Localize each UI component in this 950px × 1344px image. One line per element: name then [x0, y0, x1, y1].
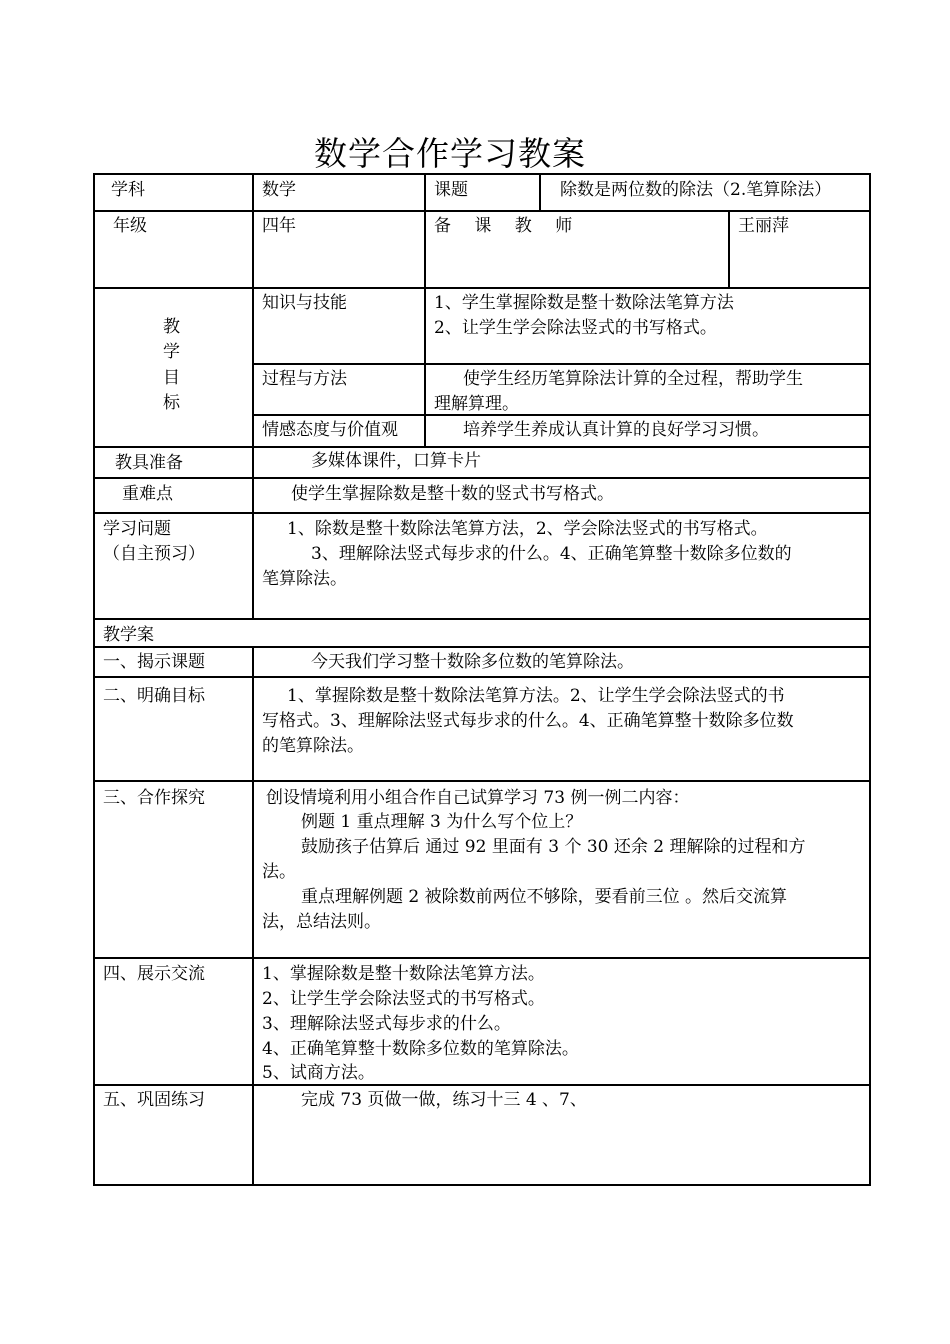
section-3-label: 三、合作探究 [103, 788, 205, 808]
section-4-line: 3、理解除法竖式每步求的什么。 [262, 1014, 511, 1034]
section-4-line: 1、掌握除数是整十数除法笔算方法。 [262, 964, 545, 984]
plan-label: 教学案 [103, 625, 154, 645]
section-3-line: 法。 [262, 862, 296, 882]
section-5-label: 五、巩固练习 [103, 1090, 205, 1110]
section-5-line: 完成 73 页做一做，练习十三 4 、7、 [301, 1090, 587, 1110]
page-title: 数学合作学习教案 [314, 134, 586, 173]
grade-value: 四年 [262, 216, 296, 236]
col-divider [539, 173, 541, 212]
row-divider [93, 780, 871, 782]
teacher-value: 王丽萍 [738, 216, 789, 236]
row-divider [93, 512, 871, 514]
row-divider [93, 957, 871, 959]
emotion-text: 培养学生养成认真计算的良好学习习惯。 [463, 420, 769, 440]
row-divider [252, 414, 871, 416]
questions-line: 1、除数是整十数除法笔算方法，2、学会除法竖式的书写格式。 [287, 519, 768, 539]
row-divider [93, 477, 871, 479]
section-4-line: 2、让学生学会除法竖式的书写格式。 [262, 989, 545, 1009]
section-3-line: 例题 1 重点理解 3 为什么写个位上？ [301, 812, 583, 832]
topic-value: 除数是两位数的除法（2.笔算除法） [560, 180, 832, 200]
border-top [93, 173, 871, 175]
row-divider [252, 363, 871, 365]
border-bottom [93, 1184, 871, 1186]
tools-value: 多媒体课件，口算卡片 [311, 451, 481, 471]
subject-value: 数学 [262, 180, 296, 200]
col-divider [252, 173, 254, 620]
border-left [93, 173, 95, 1186]
section-2-line: 写格式。3、理解除法竖式每步求的什么。4、正确笔算整十数除多位数 [262, 711, 794, 731]
goals-label-char: 目 [163, 368, 180, 388]
keypoints-label: 重难点 [122, 484, 173, 504]
process-label: 过程与方法 [262, 369, 347, 389]
questions-label: 学习问题 [103, 519, 171, 539]
section-3-line: 创设情境利用小组合作自己试算学习 73 例一例二内容： [266, 788, 690, 808]
row-divider [93, 210, 871, 212]
section-1-label: 一、揭示课题 [103, 652, 205, 672]
process-line: 理解算理。 [434, 394, 519, 414]
section-4-label: 四、展示交流 [103, 964, 205, 984]
col-divider [252, 646, 254, 1186]
section-1-line: 今天我们学习整十数除多位数的笔算除法。 [311, 652, 634, 672]
goals-label-char: 学 [163, 342, 180, 362]
border-right [869, 173, 871, 1186]
row-divider [93, 287, 871, 289]
grade-label: 年级 [113, 216, 147, 236]
section-2-line: 1、掌握除数是整十数除法笔算方法。2、让学生学会除法竖式的书 [287, 686, 785, 706]
subject-label: 学科 [111, 180, 145, 200]
col-divider [728, 210, 730, 289]
questions-line: 笔算除法。 [262, 569, 347, 589]
goals-label-char: 教 [163, 317, 180, 337]
row-divider [93, 618, 871, 620]
col-divider [424, 173, 426, 289]
row-divider [93, 646, 871, 648]
section-2-line: 的笔算除法。 [262, 736, 364, 756]
knowledge-label: 知识与技能 [262, 293, 347, 313]
knowledge-line: 1、学生掌握除数是整十数除法笔算方法 [434, 293, 734, 313]
section-4-line: 4、正确笔算整十数除多位数的笔算除法。 [262, 1039, 579, 1059]
goals-label-char: 标 [163, 393, 180, 413]
row-divider [93, 1084, 871, 1086]
row-divider [93, 676, 871, 678]
col-divider [424, 287, 426, 448]
section-4-line: 5、试商方法。 [262, 1063, 375, 1083]
knowledge-line: 2、让学生学会除法竖式的书写格式。 [434, 318, 717, 338]
section-3-line: 鼓励孩子估算后 通过 92 里面有 3 个 30 还余 2 理解除的过程和方 [301, 837, 806, 857]
row-divider [93, 446, 871, 448]
emotion-label: 情感态度与价值观 [262, 420, 398, 440]
section-3-line: 重点理解例题 2 被除数前两位不够除，要看前三位 。然后交流算 [301, 887, 788, 907]
section-2-label: 二、明确目标 [103, 686, 205, 706]
keypoints-value: 使学生掌握除数是整十数的竖式书写格式。 [291, 484, 614, 504]
questions-line: 3、理解除法竖式每步求的什么。4、正确笔算整十数除多位数的 [311, 544, 792, 564]
process-line: 使学生经历笔算除法计算的全过程，帮助学生 [463, 369, 803, 389]
questions-label-sub: （自主预习） [103, 544, 205, 564]
topic-label: 课题 [434, 180, 468, 200]
teacher-label: 备 课 教 师 [434, 216, 573, 236]
section-3-line: 法，总结法则。 [262, 912, 381, 932]
tools-label: 教具准备 [115, 453, 183, 473]
